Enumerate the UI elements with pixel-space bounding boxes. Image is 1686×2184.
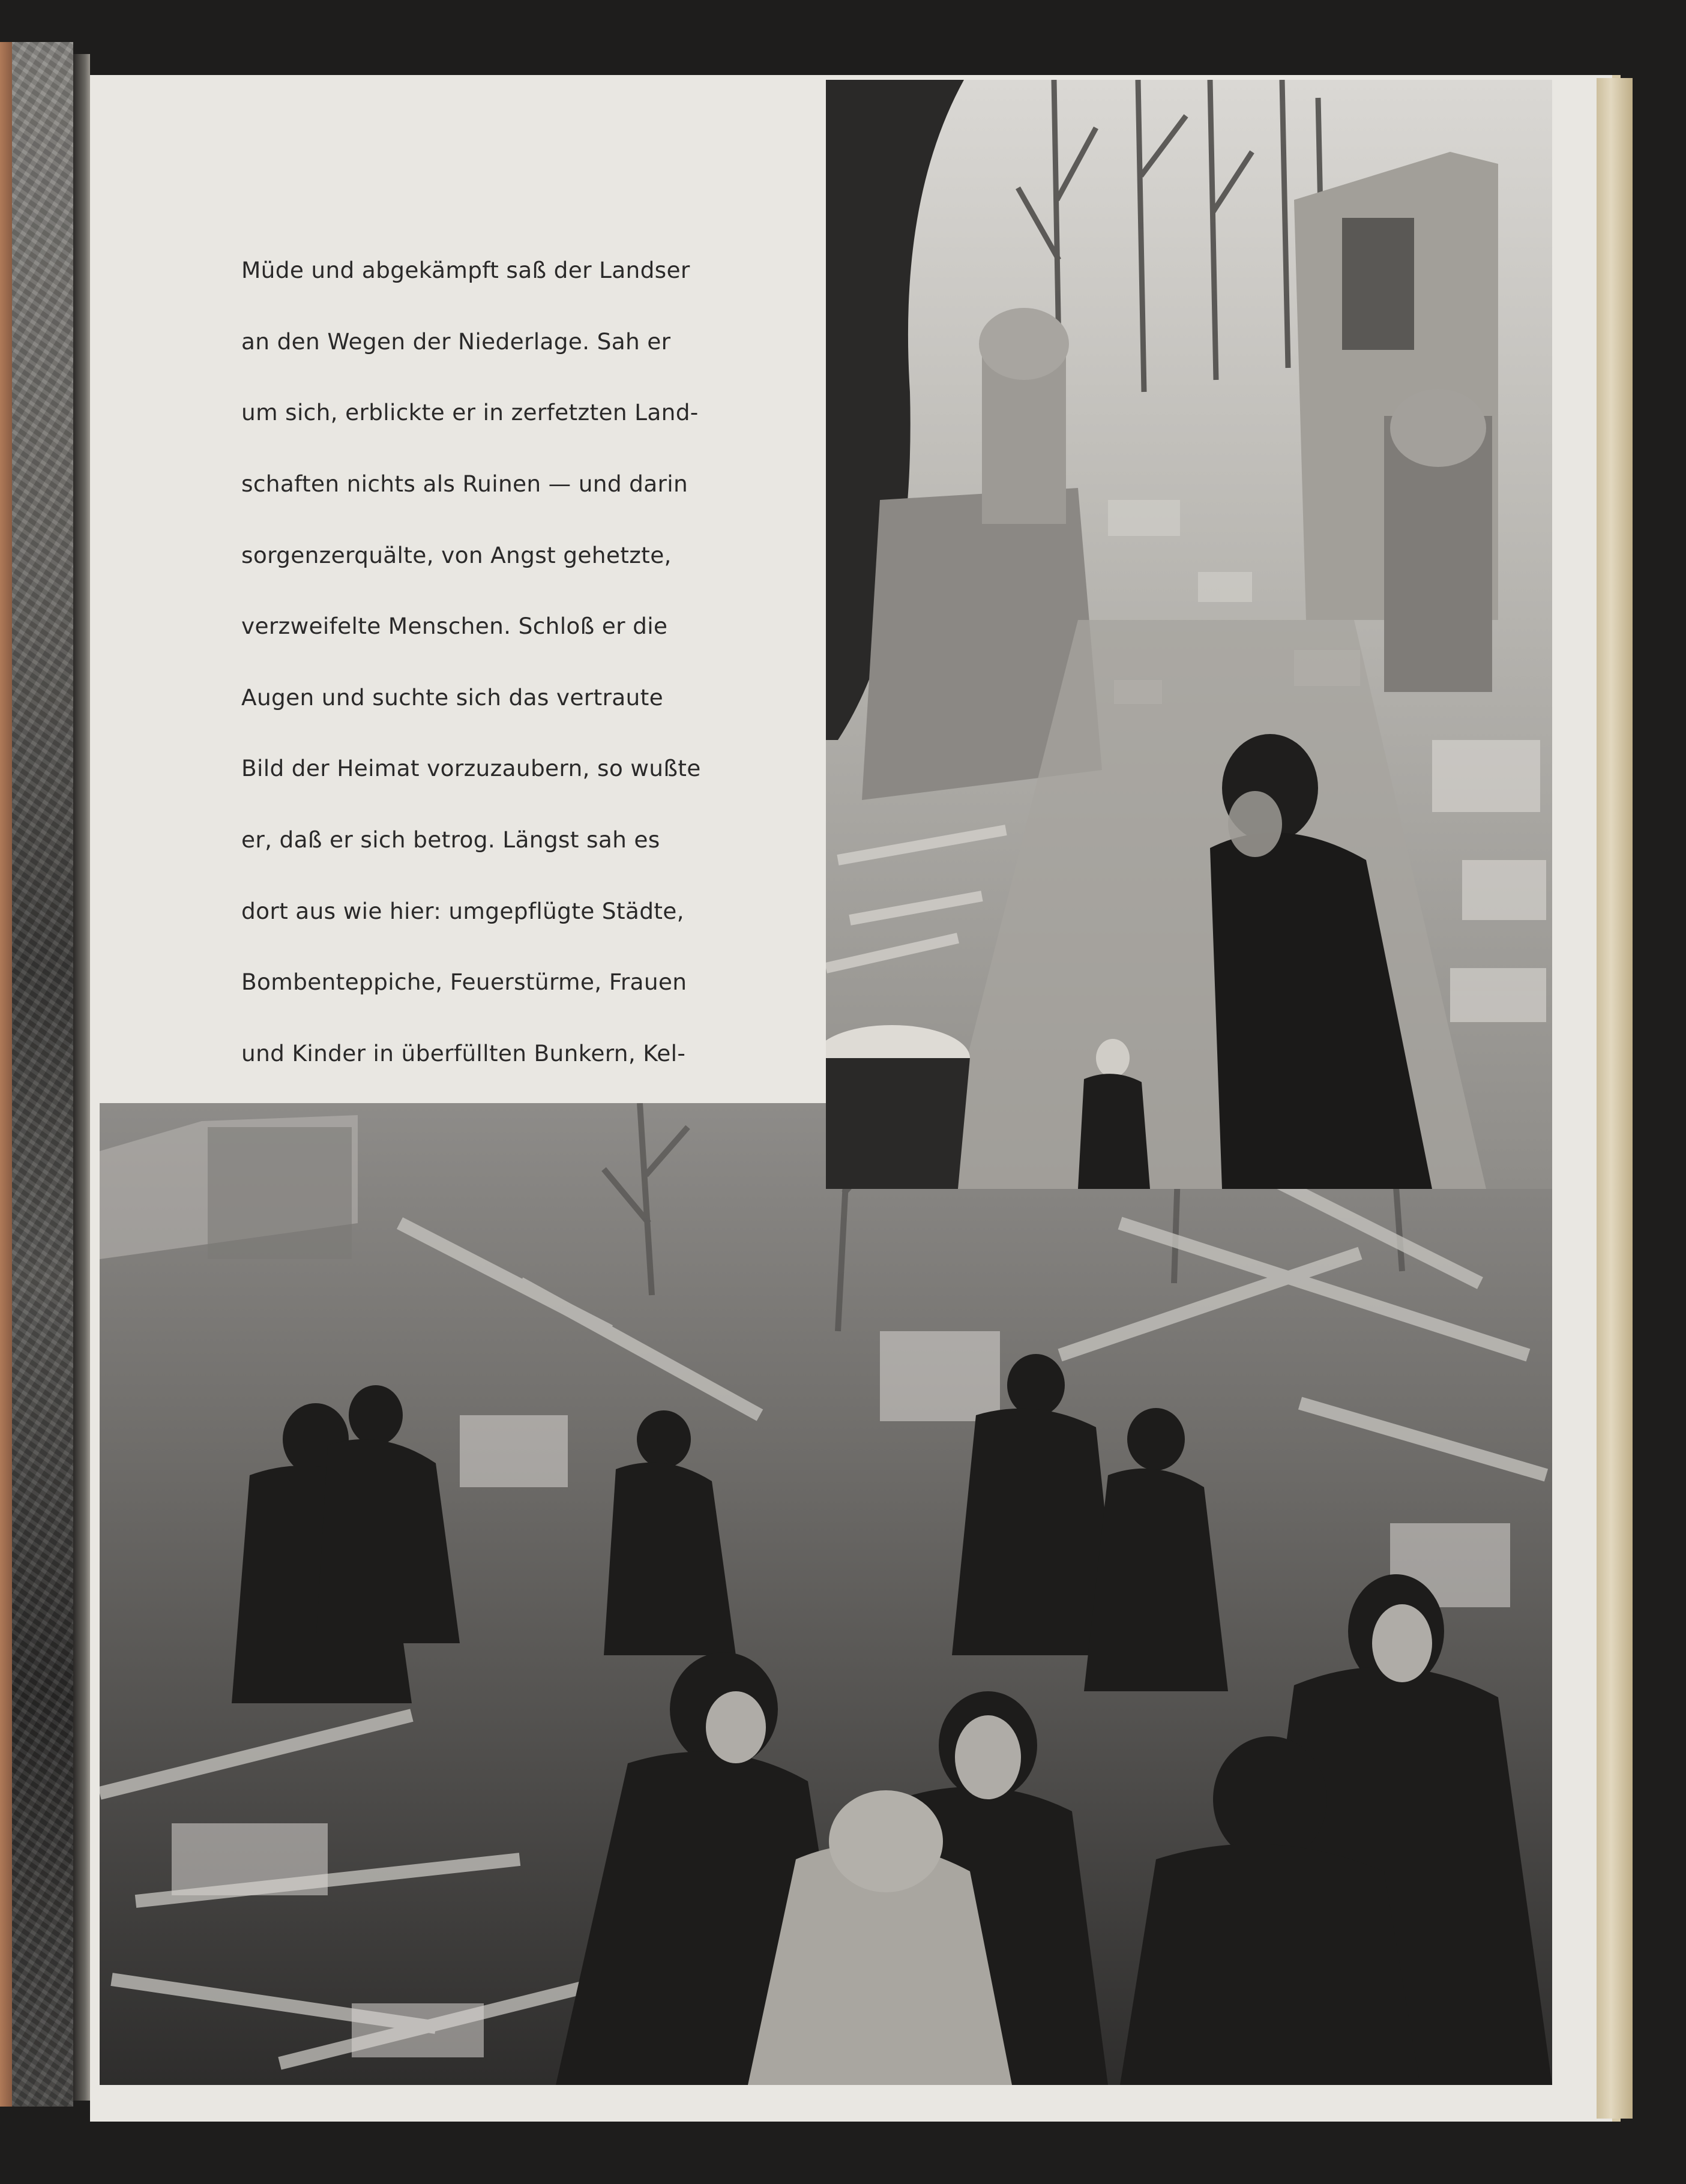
text-line: um sich, erblickte er in zerfetzten Land-: [241, 399, 699, 426]
text-line: sorgenzerquälte, von Angst gehetzte,: [241, 541, 672, 568]
text-line: und Kinder in überfüllten Bunkern, Kel-: [241, 1039, 686, 1066]
text-line: Müde und abgekämpft saß der Landser: [241, 257, 690, 284]
text-line: Augen und suchte sich das vertraute: [241, 684, 663, 711]
text-line: dort aus wie hier: umgepflügte Städte,: [241, 897, 684, 924]
text-line: an den Wegen der Niederlage. Sah er: [241, 328, 671, 355]
photo-rubble-crowd: [100, 1103, 1552, 2085]
text-line: Bombenteppiche, Feuerstürme, Frauen: [241, 969, 687, 996]
photo-ruined-street-illustration: [826, 80, 1552, 1189]
text-line: schaften nichts als Ruinen — und darin: [241, 471, 688, 498]
text-line: er, daß er sich betrog. Längst sah es: [241, 826, 660, 853]
facing-page-cover-edge: [0, 42, 12, 2107]
text-line: Bild der Heimat vorzuzaubern, so wußte: [241, 755, 701, 782]
book-gutter: [73, 54, 90, 2101]
photo-rubble-crowd-illustration: [100, 1103, 1552, 2085]
photo-ruined-street: [826, 80, 1552, 1189]
page-edge: [1597, 78, 1633, 2119]
text-line: verzweifelte Menschen. Schloß er die: [241, 613, 668, 640]
